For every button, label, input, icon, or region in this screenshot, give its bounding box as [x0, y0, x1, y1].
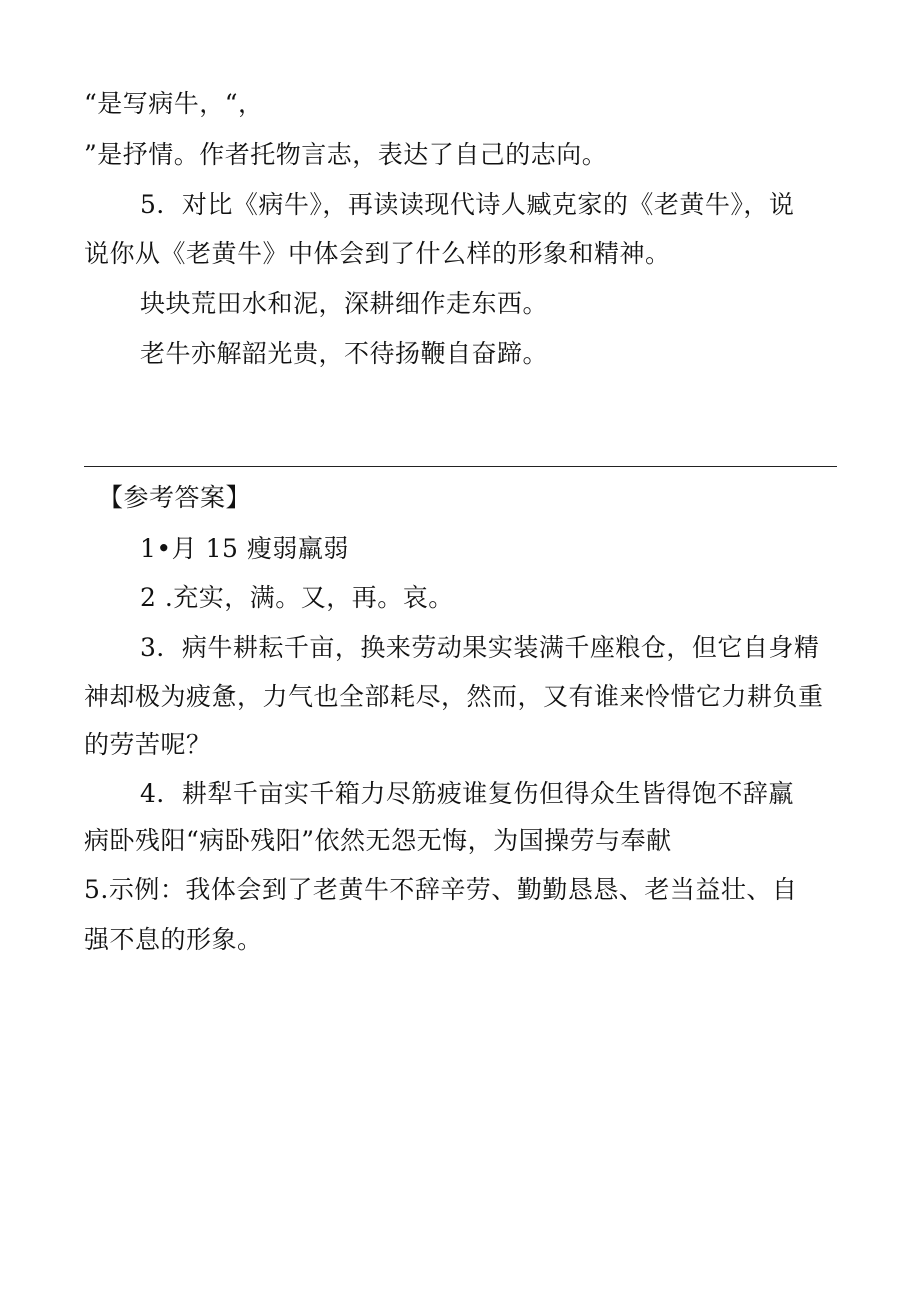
q4-conclusion-line: ”是抒情。作者托物言志，表达了自己的志向。 — [84, 140, 608, 169]
answer-1: 1•月 15 瘦弱羸弱 — [140, 534, 349, 563]
answer-5-line-2: 强不息的形象。 — [84, 925, 263, 954]
answer-heading: 【参考答案】 — [98, 483, 252, 512]
answer-3-line-3: 的劳苦呢？ — [84, 730, 212, 759]
answer-3-line-1: 3．病牛耕耘千亩，换来劳动果实装满千座粮仓，但它自身精 — [140, 633, 820, 662]
poem-line-2: 老牛亦解韶光贵，不待扬鞭自奋蹄。 — [140, 339, 549, 368]
poem-line-1: 块块荒田水和泥，深耕细作走东西。 — [140, 289, 549, 318]
answer-2: 2 .充实，满。又，再。哀。 — [140, 583, 454, 612]
answer-5-line-1: 5.示例：我体会到了老黄牛不辞辛劳、勤勤恳恳、老当益壮、自 — [84, 875, 798, 904]
q5-prompt-line-2: 说你从《老黄牛》中体会到了什么样的形象和精神。 — [84, 239, 671, 268]
answer-4-line-1: 4．耕犁千亩实千箱力尽筋疲谁复伤但得众生皆得饱不辞羸 — [140, 779, 794, 808]
q4-quote-line: “是写病牛，“， — [84, 89, 264, 118]
answer-3-line-2: 神却极为疲惫，力气也全部耗尽，然而，又有谁来怜惜它力耕负重 — [84, 682, 824, 711]
q5-prompt-line-1: 5．对比《病牛》，再读读现代诗人臧克家的《老黄牛》，说 — [140, 190, 795, 219]
answer-4-line-2: 病卧残阳“病卧残阳”依然无怨无悔，为国操劳与奉献 — [84, 826, 672, 855]
section-divider — [84, 466, 837, 467]
